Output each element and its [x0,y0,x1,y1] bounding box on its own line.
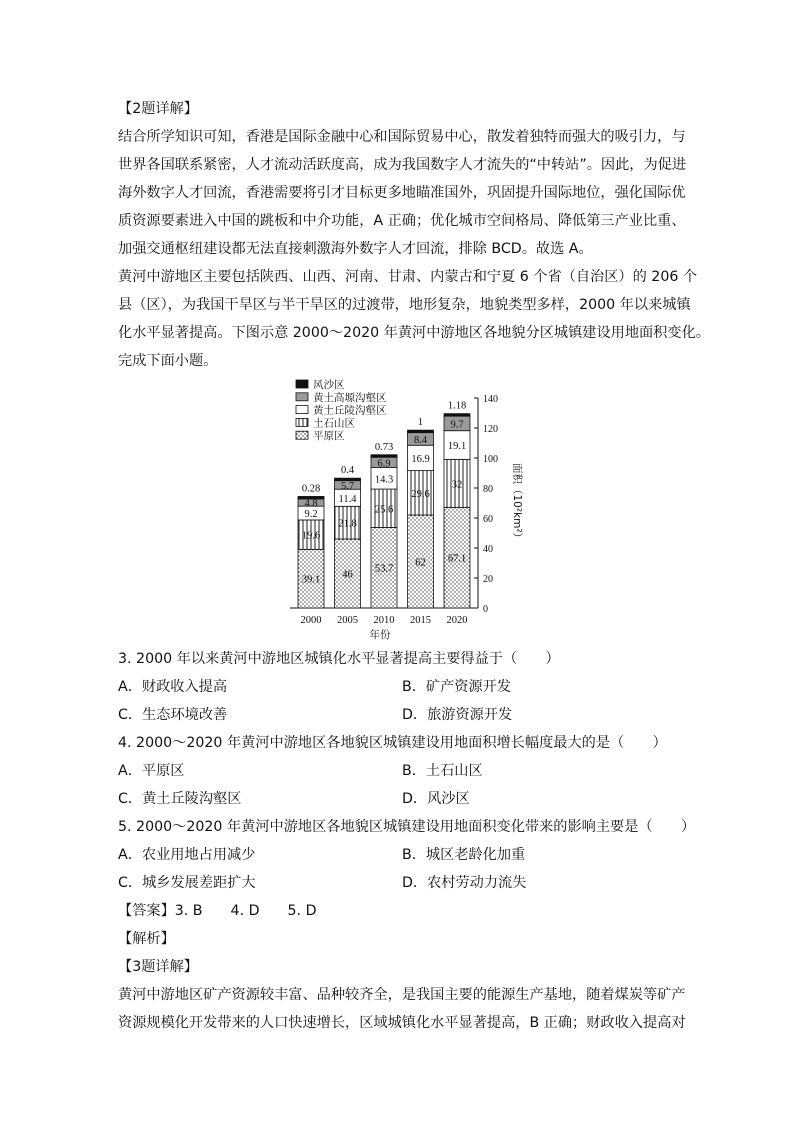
question-4-stem: 4. 2000～2020 年黄河中游地区各地貌区城镇建设用地面积增长幅度最大的是（ ） [118,735,667,751]
question-4-options-row-2 [118,785,683,813]
bar-value-label: 46 [342,569,353,581]
question-3-option-c[interactable]: C．生态环境改善 [118,707,228,723]
question-3-stem: 3. 2000 年以来黄河中游地区城镇化水平显著提高主要得益于（ ） [118,651,560,667]
y-tick-label: 120 [483,424,498,435]
legend-swatch [296,380,308,388]
y-tick-label: 40 [483,544,493,555]
bar-value-label: 0.28 [301,483,321,495]
bar-value-label: 25.6 [374,504,394,516]
bar-value-label: 19.6 [301,530,321,542]
bar-value-label: 67.1 [447,553,467,565]
y-tick-label: 60 [483,514,493,525]
question-5-option-b[interactable]: B．城区老龄化加重 [402,847,526,863]
answer-line [118,897,683,925]
bar-value-label: 32 [451,479,463,491]
answer-label: 【答案】 [118,903,175,919]
bar-value-label: 1 [417,417,424,429]
legend-label: 土石山区 [313,417,355,430]
section-2-line: 世界各国联系紧密，人才流动活跃度高，成为我国数字人才流失的“中转站”。因此，为促进 [118,157,687,173]
bar-value-label: 14.3 [374,474,394,486]
intro-line: 化水平显著提高。下图示意 2000～2020 年黄河中游地区各地貌分区城镇建设用地面积变化。 [118,325,710,341]
legend-label: 风沙区 [313,379,345,391]
legend-label: 平原区 [313,430,345,443]
answer-item: 5. D [287,903,317,919]
question-4-option-c[interactable]: C．黄土丘陵沟壑区 [118,791,242,807]
question-5-option-a[interactable]: A．农业用地占用减少 [118,847,256,863]
x-tick-label: 2010 [373,615,395,626]
bar-value-label: 53.7 [374,563,394,575]
legend-swatch [296,406,308,414]
bar-value-label: 8.4 [413,434,428,446]
bar-segment [298,496,324,499]
bar-value-label: 9.2 [304,509,318,521]
y-axis-title: 面积（10²km²） [511,462,523,544]
stacked-bar-chart [118,375,683,645]
analysis-line: 资源规模化开发带来的人口快速增长，区域城镇化水平显著提高，B 正确；财政收入提高对 [118,1015,686,1031]
bar-value-label: 16.9 [411,453,430,465]
section-2-line: 结合所学知识可知，香港是国际金融中心和国际贸易中心，散发着独特而强大的吸引力，与 [118,129,686,145]
question-4-option-a[interactable]: A．平原区 [118,763,185,779]
section-2-line: 海外数字人才回流，香港需要将引才目标更多地瞄准国外，巩固提升国际地位，强化国际优 [118,185,686,201]
bar-value-label: 0.73 [374,441,394,453]
answer-item: 3. B [174,903,203,919]
x-tick-label: 2000 [300,615,322,626]
question-4-option-d[interactable]: D．风沙区 [402,791,470,807]
bar-value-label: 1.18 [447,400,467,412]
question-4-options-row-1 [118,757,683,785]
bar-segment [335,478,361,481]
question-5-options-row-1 [118,841,683,869]
legend-label: 黄土高塬沟壑区 [313,391,387,404]
bar-value-label: 39.1 [301,574,321,586]
bar-value-label: 5.7 [340,480,355,492]
analysis-label: 【解析】 [118,931,175,947]
legend-swatch [296,393,308,401]
bar-value-label: 21.8 [338,518,357,530]
section-2-line: 质资源要素进入中国的跳板和中介功能，A 正确；优化城市空间格局、降低第三产业比重、 [118,213,686,229]
answer-item: 4. D [230,903,260,919]
question-5-stem: 5. 2000～2020 年黄河中游地区各地貌区城镇建设用地面积变化带来的影响主要是（ ） [118,819,696,835]
section-2-header: 【2题详解】 [118,101,198,117]
section-3-header: 【3题详解】 [118,959,198,975]
x-tick-label: 2020 [446,615,468,626]
y-tick-label: 20 [483,574,493,585]
x-tick-label: 2005 [337,615,358,626]
document-content [118,95,710,1037]
y-tick-label: 80 [483,484,493,495]
bar-value-label: 11.4 [338,493,357,505]
y-tick-label: 140 [483,394,498,405]
question-4-option-b[interactable]: B．土石山区 [402,763,483,779]
section-2-line: 加强交通枢纽建设都无法直接刺激海外数字人才回流，排除 BCD。故选 A。 [118,241,593,257]
land-area-chart [118,375,683,645]
question-3-option-a[interactable]: A．财政收入提高 [118,679,228,695]
bar-segment [371,455,397,458]
bar-value-label: 62 [415,557,426,569]
bar-segment [444,414,470,417]
legend-swatch [296,431,308,439]
legend-swatch [296,418,308,426]
legend-label: 黄土丘陵沟壑区 [313,404,387,417]
intro-line: 完成下面小题。 [118,353,218,369]
y-tick-label: 0 [483,604,488,615]
question-3-option-b[interactable]: B．矿产资源开发 [402,679,512,695]
bar-value-label: 19.1 [447,441,467,453]
question-5-option-c[interactable]: C．城乡发展差距扩大 [118,875,256,891]
x-tick-label: 2015 [410,615,431,626]
bar-value-label: 29.6 [411,488,430,500]
intro-line: 县（区），为我国干旱区与半干旱区的过渡带，地形复杂，地貌类型多样，2000 年以来城镇 [118,297,691,313]
bar-value-label: 6.9 [377,458,391,470]
question-5-option-d[interactable]: D．农村劳动力流失 [402,875,527,891]
question-3-options-row-1 [118,673,683,701]
question-3-options-row-2 [118,701,683,729]
question-3-option-d[interactable]: D．旅游资源开发 [402,707,513,723]
question-5-options-row-2 [118,869,683,897]
intro-line: 黄河中游地区主要包括陕西、山西、河南、甘肃、内蒙古和宁夏 6 个省（自治区）的 206 个 [118,269,698,285]
bar-value-label: 9.7 [450,419,464,431]
bar-value-label: 0.4 [340,465,355,477]
x-axis-title: 年份 [369,629,391,641]
y-tick-label: 100 [483,454,498,465]
bar-value-label: 4.8 [304,498,318,510]
bar-segment [408,430,434,433]
analysis-line: 黄河中游地区矿产资源较丰富、品种较齐全，是我国主要的能源生产基地，随着煤炭等矿产 [118,987,686,1003]
